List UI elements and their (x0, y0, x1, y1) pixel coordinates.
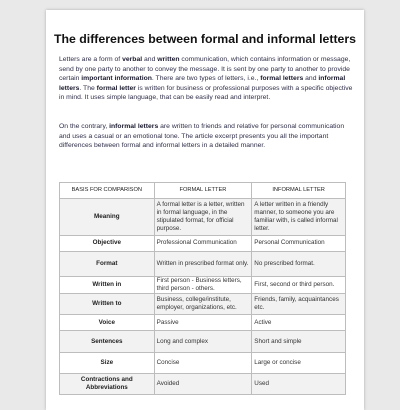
basis-cell: Sentences (60, 331, 155, 353)
formal-cell: Long and complex (154, 331, 252, 353)
formal-cell: Passive (154, 315, 252, 331)
text-run: Letters are a form of (59, 56, 123, 63)
informal-cell: Personal Communication (252, 236, 346, 252)
formal-cell: A formal letter is a letter, written in formal language, in the stipulated format, for official purpose. (154, 199, 252, 236)
formal-cell: Business, college/institute, employer, organizations, etc. (154, 294, 252, 315)
text-run: and (303, 75, 319, 83)
basis-cell: Voice (60, 315, 155, 331)
basis-cell: Contractions and Abbreviations (60, 374, 155, 395)
text-run: is written for business or professional purposes with a specific objective in mind. It uses simple language, that can be easily read and interpret. (59, 84, 353, 102)
table-row (60, 331, 346, 353)
formal-cell: Professional Communication (154, 236, 252, 252)
bold-run: verbal (122, 56, 143, 63)
header-basis: BASIS FOR COMPARISON (60, 183, 155, 199)
basis-cell: Size (60, 353, 155, 374)
text-run: . There are two types of letters, i.e., (151, 75, 261, 83)
formal-cell: First person - Business letters, third person - others. (154, 277, 252, 294)
bold-run: written (157, 56, 180, 63)
table-row (60, 294, 346, 315)
text-run: communication, which contains information or message, send by one party to another to convey the message. It is sent by one party to another to provide certain (59, 56, 351, 83)
informal-cell: No prescribed format. (252, 252, 346, 277)
header-formal: FORMAL LETTER (154, 183, 252, 199)
table-row (60, 353, 346, 374)
table-row (60, 199, 346, 236)
informal-cell: Large or concise (252, 353, 346, 374)
informal-cell: Used (252, 374, 346, 395)
table-row (60, 252, 346, 277)
bold-run: formal letter (96, 84, 136, 92)
table-row (60, 277, 346, 294)
contrast-paragraph (59, 122, 355, 151)
basis-cell: Meaning (60, 199, 155, 236)
basis-cell: Written in (60, 277, 155, 294)
table-row (60, 315, 346, 331)
table-row (60, 374, 346, 395)
basis-cell: Objective (60, 236, 155, 252)
text-run: On the contrary, (59, 123, 110, 130)
bold-run: informal letters (59, 75, 346, 92)
formal-cell: Concise (154, 353, 252, 374)
bold-run: formal letters (260, 75, 304, 83)
table-row (60, 236, 346, 252)
informal-cell: Active (252, 315, 346, 331)
informal-cell: First, second or third person. (252, 277, 346, 294)
basis-cell: Written to (60, 294, 155, 315)
basis-cell: Format (60, 252, 155, 277)
document-title: The differences between formal and informal letters (53, 32, 357, 46)
text-run: are written to friends and relative for personal communication and uses a casual or an emotional tone. The article excerpt presents you all the important differences between formal and informal letters in a detailed manner. (59, 123, 345, 150)
intro-paragraph (59, 55, 355, 103)
informal-cell: Friends, family, acquaintances etc. (252, 294, 346, 315)
table-header-row (60, 183, 346, 199)
text-run: . The (79, 84, 97, 92)
bold-run: important information (81, 75, 152, 83)
formal-cell: Avoided (154, 374, 252, 395)
document-page (46, 10, 364, 410)
informal-cell: A letter written in a friendly manner, to someone you are familiar with, is called informal letter. (252, 199, 346, 236)
header-informal: INFORMAL LETTER (252, 183, 346, 199)
bold-run: informal letters (109, 123, 159, 130)
text-run: and (142, 56, 158, 63)
informal-cell: Short and simple (252, 331, 346, 353)
comparison-table (59, 182, 346, 395)
formal-cell: Written in prescribed format only. (154, 252, 252, 277)
